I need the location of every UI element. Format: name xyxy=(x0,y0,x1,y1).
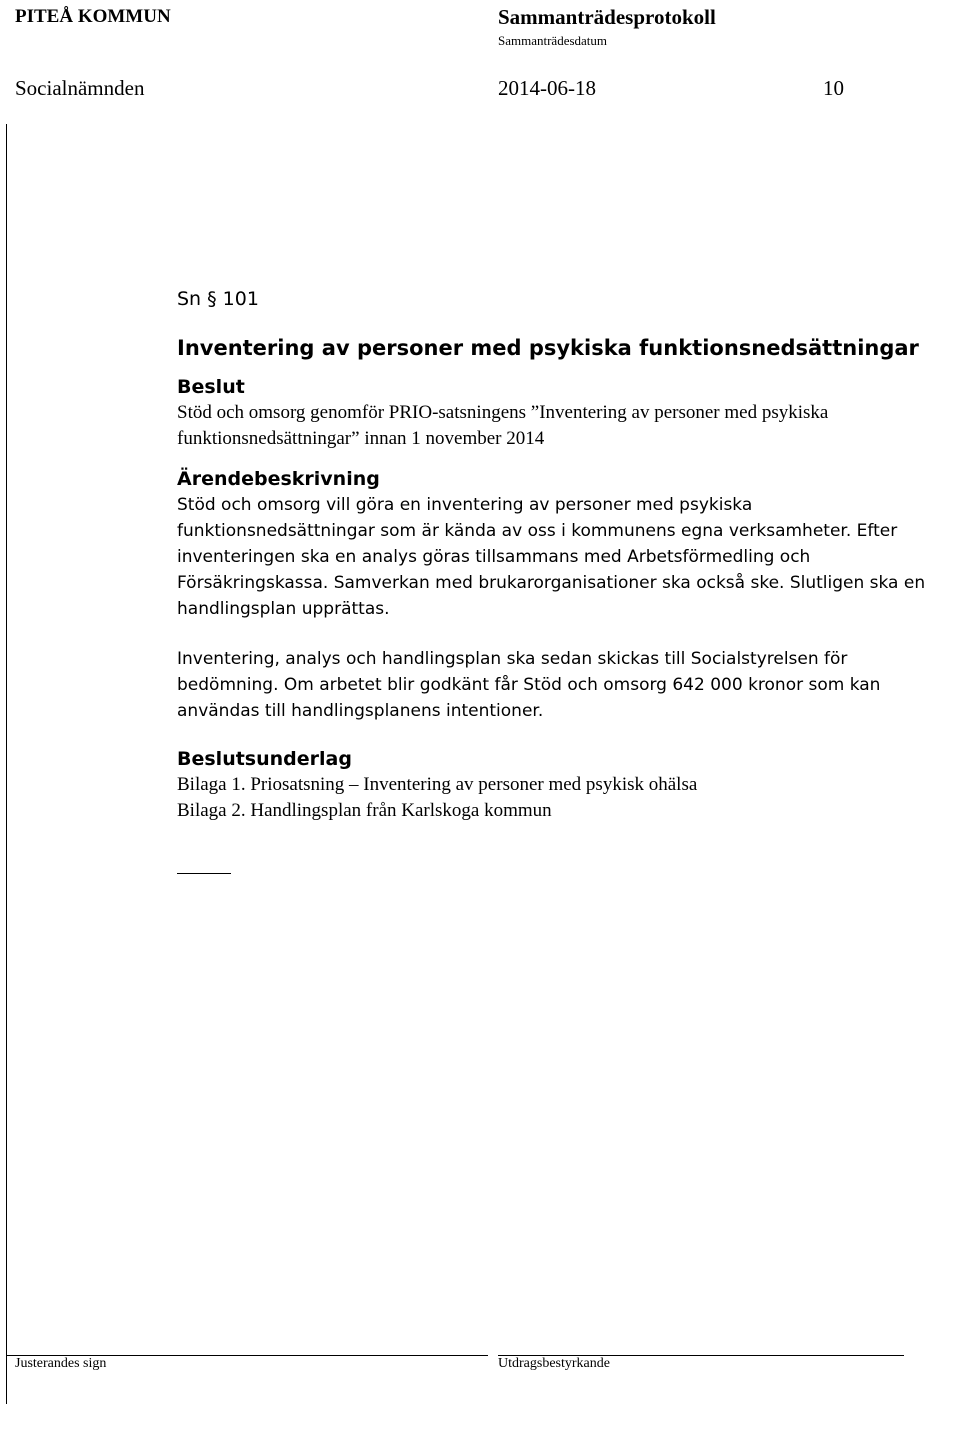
organization-name: PITEÅ KOMMUN xyxy=(15,6,171,27)
attachment-item: Bilaga 1. Priosatsning – Inventering av personer med psykisk ohälsa xyxy=(177,774,698,795)
attachment-item: Bilaga 2. Handlingsplan från Karlskoga kommun xyxy=(177,800,552,821)
document-type: Sammanträdesprotokoll xyxy=(498,5,716,29)
committee-name: Socialnämnden xyxy=(15,76,145,100)
meeting-date: 2014-06-18 xyxy=(498,76,596,100)
description-paragraph: Stöd och omsorg vill göra en inventering av personer med psykiska funktionsnedsättningar som är kända av oss i kommunens egna verksamheter. Efter inventeringen ska en analys göras tillsammans med Arbetsförmedling och Försäkringskassa. Samverkan med brukarorganisationer ska också ske. Slutligen ska en handlingsplan upprättas. xyxy=(177,495,926,619)
decision-heading: Beslut xyxy=(177,376,245,398)
description-paragraph: Inventering, analys och handlingsplan ska sedan skickas till Socialstyrelsen för bedömning. Om arbetet blir godkänt får Stöd och omsorg 642 000 kronor som kan användas till handlingsplanens intentioner. xyxy=(177,649,881,721)
end-rule xyxy=(177,873,231,874)
basis-heading: Beslutsunderlag xyxy=(177,748,352,770)
decision-text: Stöd och omsorg genomför PRIO-satsningens ”Inventering av personer med psykiska funktionsnedsättningar” innan 1 november 2014 xyxy=(177,402,829,449)
signature-label-left: Justerandes sign xyxy=(15,1356,107,1371)
page-number: 10 xyxy=(823,76,844,100)
margin-line xyxy=(6,124,7,1404)
description-heading: Ärendebeskrivning xyxy=(177,468,380,490)
meeting-date-label: Sammanträdesdatum xyxy=(498,33,608,48)
signature-label-right: Utdragsbestyrkande xyxy=(498,1356,610,1371)
item-title: Inventering av personer med psykiska funktionsnedsättningar xyxy=(177,336,919,360)
agenda-item xyxy=(177,282,952,874)
paragraph-number: Sn § 101 xyxy=(177,288,259,310)
